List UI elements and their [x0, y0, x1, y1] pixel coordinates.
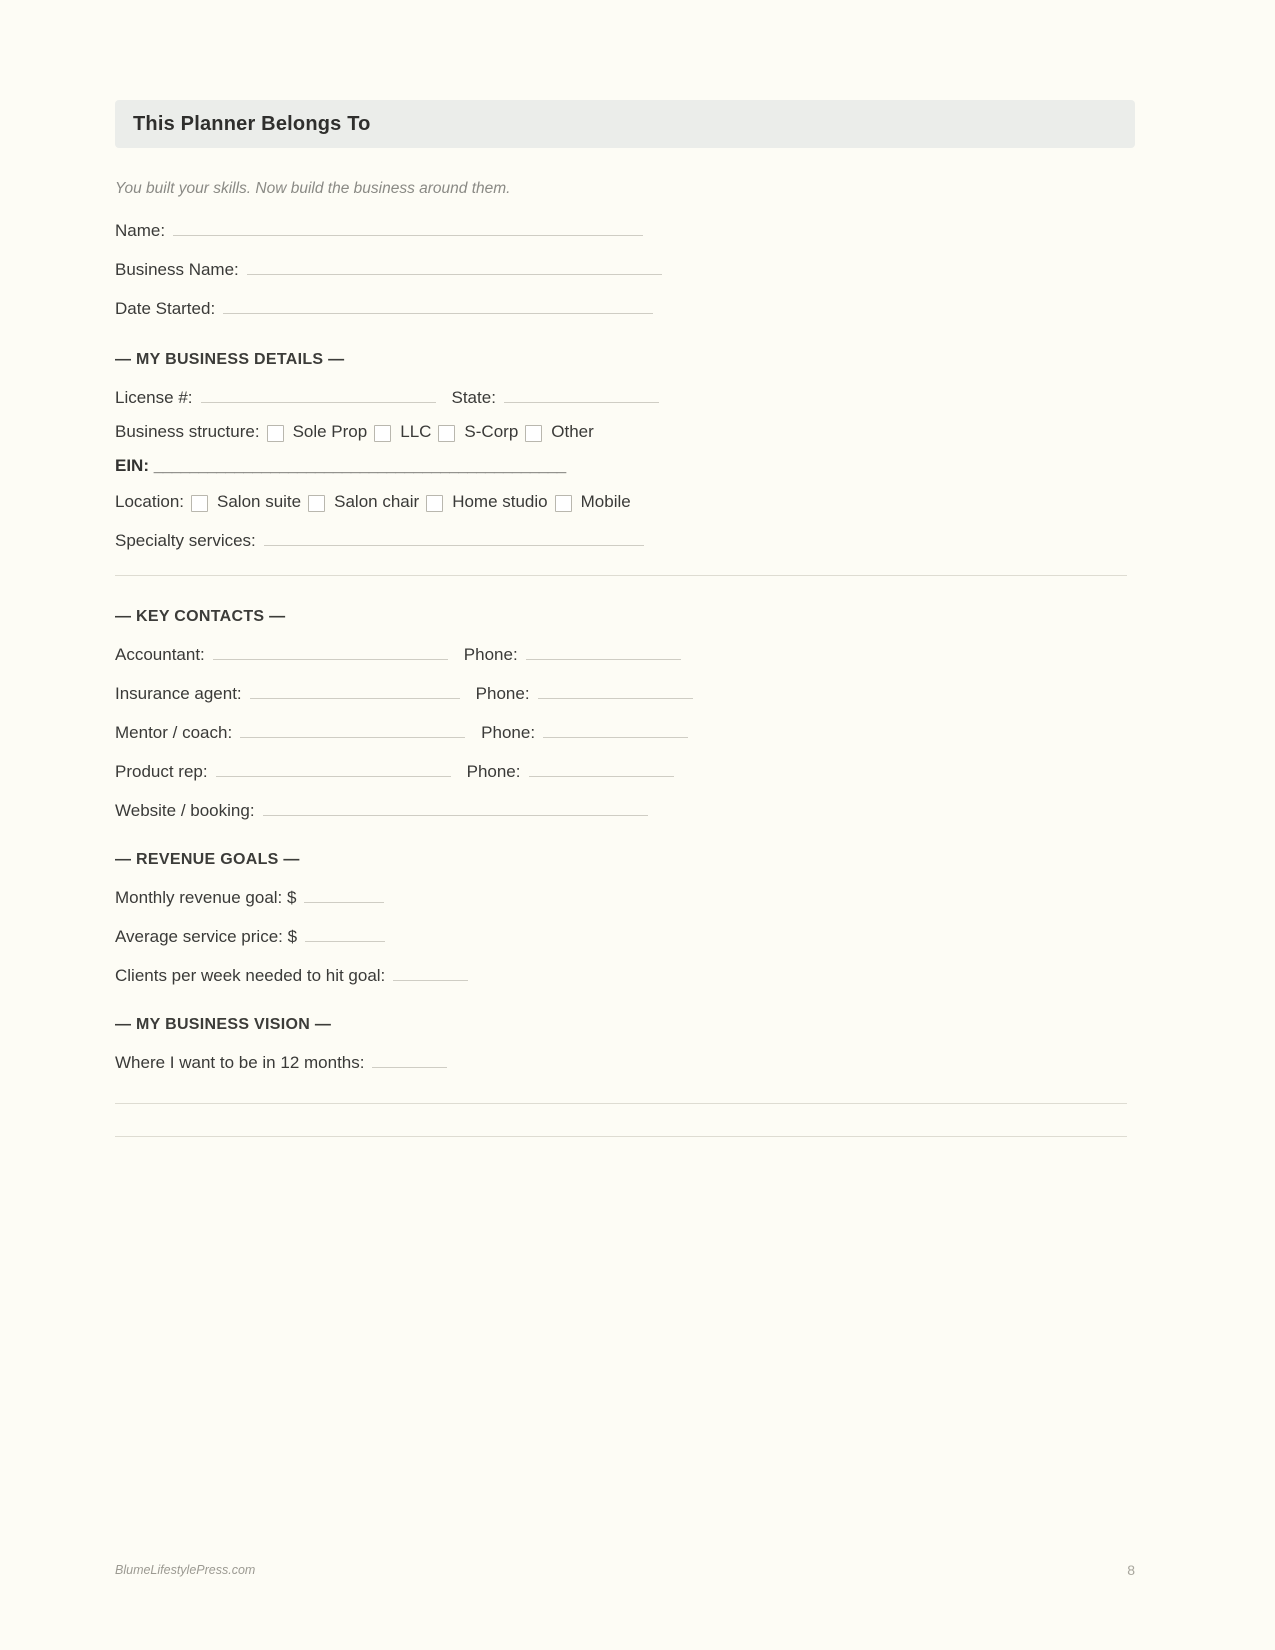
- ein-label: EIN:: [115, 456, 149, 475]
- divider-bottom-1: [115, 1103, 1127, 1104]
- accountant-label: Accountant:: [115, 645, 205, 664]
- intro-text: You built your skills. Now build the business around them.: [115, 180, 511, 197]
- average-service-price-input-line[interactable]: [305, 922, 385, 942]
- clients-per-week-label: Clients per week needed to hit goal:: [115, 966, 386, 985]
- label-s-corp: S-Corp: [464, 422, 519, 441]
- label-sole-prop: Sole Prop: [292, 422, 368, 441]
- name-label: Name:: [115, 221, 166, 240]
- field-date-started: [115, 294, 1135, 319]
- business-name-input-line[interactable]: [247, 255, 662, 275]
- field-clients-per-week: [115, 961, 1135, 986]
- checkbox-llc[interactable]: [374, 425, 391, 442]
- label-mobile: Mobile: [580, 492, 631, 511]
- section-business-details-heading: — MY BUSINESS DETAILS —: [115, 351, 345, 368]
- accountant-phone-input-line[interactable]: [526, 640, 681, 660]
- average-service-price-label: Average service price: $: [115, 927, 298, 946]
- label-home-studio: Home studio: [452, 492, 548, 511]
- license-label: License #:: [115, 388, 193, 407]
- field-specialty-services: [115, 526, 1135, 551]
- twelve-month-vision-input-line[interactable]: [372, 1048, 447, 1068]
- divider-top: [115, 575, 1127, 576]
- field-monthly-revenue-goal: [115, 883, 1135, 908]
- page-title: This Planner Belongs To: [133, 112, 371, 135]
- checkbox-sole-prop[interactable]: [267, 425, 284, 442]
- checkbox-s-corp[interactable]: [438, 425, 455, 442]
- product-rep-input-line[interactable]: [216, 757, 451, 777]
- field-business-structure: [115, 422, 1135, 442]
- label-salon-suite: Salon suite: [217, 492, 302, 511]
- footer-page-number: 8: [1127, 1562, 1135, 1578]
- field-name: [115, 216, 1135, 241]
- clients-per-week-input-line[interactable]: [393, 961, 468, 981]
- location-label: Location:: [115, 492, 184, 511]
- field-twelve-month-vision: [115, 1048, 1135, 1073]
- state-input-line[interactable]: [504, 383, 659, 403]
- field-ein: [115, 456, 1135, 476]
- business-name-label: Business Name:: [115, 260, 239, 279]
- contact-row-accountant: [115, 640, 1135, 665]
- accountant-input-line[interactable]: [213, 640, 448, 660]
- contact-row-product-rep: [115, 757, 1135, 782]
- business-structure-label: Business structure:: [115, 422, 260, 441]
- mentor-coach-phone-input-line[interactable]: [543, 718, 688, 738]
- website-booking-input-line[interactable]: [263, 796, 648, 816]
- section-key-contacts-heading: — KEY CONTACTS —: [115, 608, 286, 625]
- mentor-coach-phone-label: Phone:: [481, 723, 536, 742]
- ein-input-line[interactable]: ______________________________________________: [153, 456, 566, 475]
- checkbox-salon-suite[interactable]: [191, 495, 208, 512]
- accountant-phone-label: Phone:: [463, 645, 518, 664]
- field-business-name: [115, 255, 1135, 280]
- divider-bottom-2: [115, 1136, 1127, 1137]
- insurance-agent-phone-label: Phone:: [475, 684, 530, 703]
- field-average-service-price: [115, 922, 1135, 947]
- specialty-services-input-line[interactable]: [264, 526, 644, 546]
- field-website-booking: [115, 796, 1135, 821]
- contact-row-mentor-coach: [115, 718, 1135, 743]
- state-label: State:: [451, 388, 496, 407]
- specialty-services-label: Specialty services:: [115, 531, 256, 550]
- section-business-vision-heading: — MY BUSINESS VISION —: [115, 1016, 332, 1033]
- mentor-coach-input-line[interactable]: [240, 718, 465, 738]
- checkbox-mobile[interactable]: [555, 495, 572, 512]
- label-other: Other: [551, 422, 594, 441]
- footer-site: BlumeLifestylePress.com: [115, 1563, 256, 1577]
- page-footer: [115, 1562, 1135, 1578]
- date-started-label: Date Started:: [115, 299, 216, 318]
- product-rep-label: Product rep:: [115, 762, 208, 781]
- name-input-line[interactable]: [173, 216, 643, 236]
- insurance-agent-label: Insurance agent:: [115, 684, 242, 703]
- checkbox-salon-chair[interactable]: [308, 495, 325, 512]
- field-license-state: [115, 383, 1135, 408]
- page-content: [115, 180, 1135, 1137]
- license-input-line[interactable]: [201, 383, 436, 403]
- checkbox-other[interactable]: [525, 425, 542, 442]
- mentor-coach-label: Mentor / coach:: [115, 723, 233, 742]
- insurance-agent-input-line[interactable]: [250, 679, 460, 699]
- insurance-agent-phone-input-line[interactable]: [538, 679, 693, 699]
- field-location: [115, 492, 1135, 512]
- label-llc: LLC: [400, 422, 432, 441]
- monthly-revenue-goal-input-line[interactable]: [304, 883, 384, 903]
- website-booking-label: Website / booking:: [115, 801, 255, 820]
- product-rep-phone-input-line[interactable]: [529, 757, 674, 777]
- contact-row-insurance-agent: [115, 679, 1135, 704]
- date-started-input-line[interactable]: [223, 294, 653, 314]
- monthly-revenue-goal-label: Monthly revenue goal: $: [115, 888, 297, 907]
- page-header-band: [115, 100, 1135, 148]
- label-salon-chair: Salon chair: [334, 492, 420, 511]
- section-revenue-goals-heading: — REVENUE GOALS —: [115, 851, 300, 868]
- twelve-month-vision-label: Where I want to be in 12 months:: [115, 1053, 365, 1072]
- product-rep-phone-label: Phone:: [466, 762, 521, 781]
- checkbox-home-studio[interactable]: [426, 495, 443, 512]
